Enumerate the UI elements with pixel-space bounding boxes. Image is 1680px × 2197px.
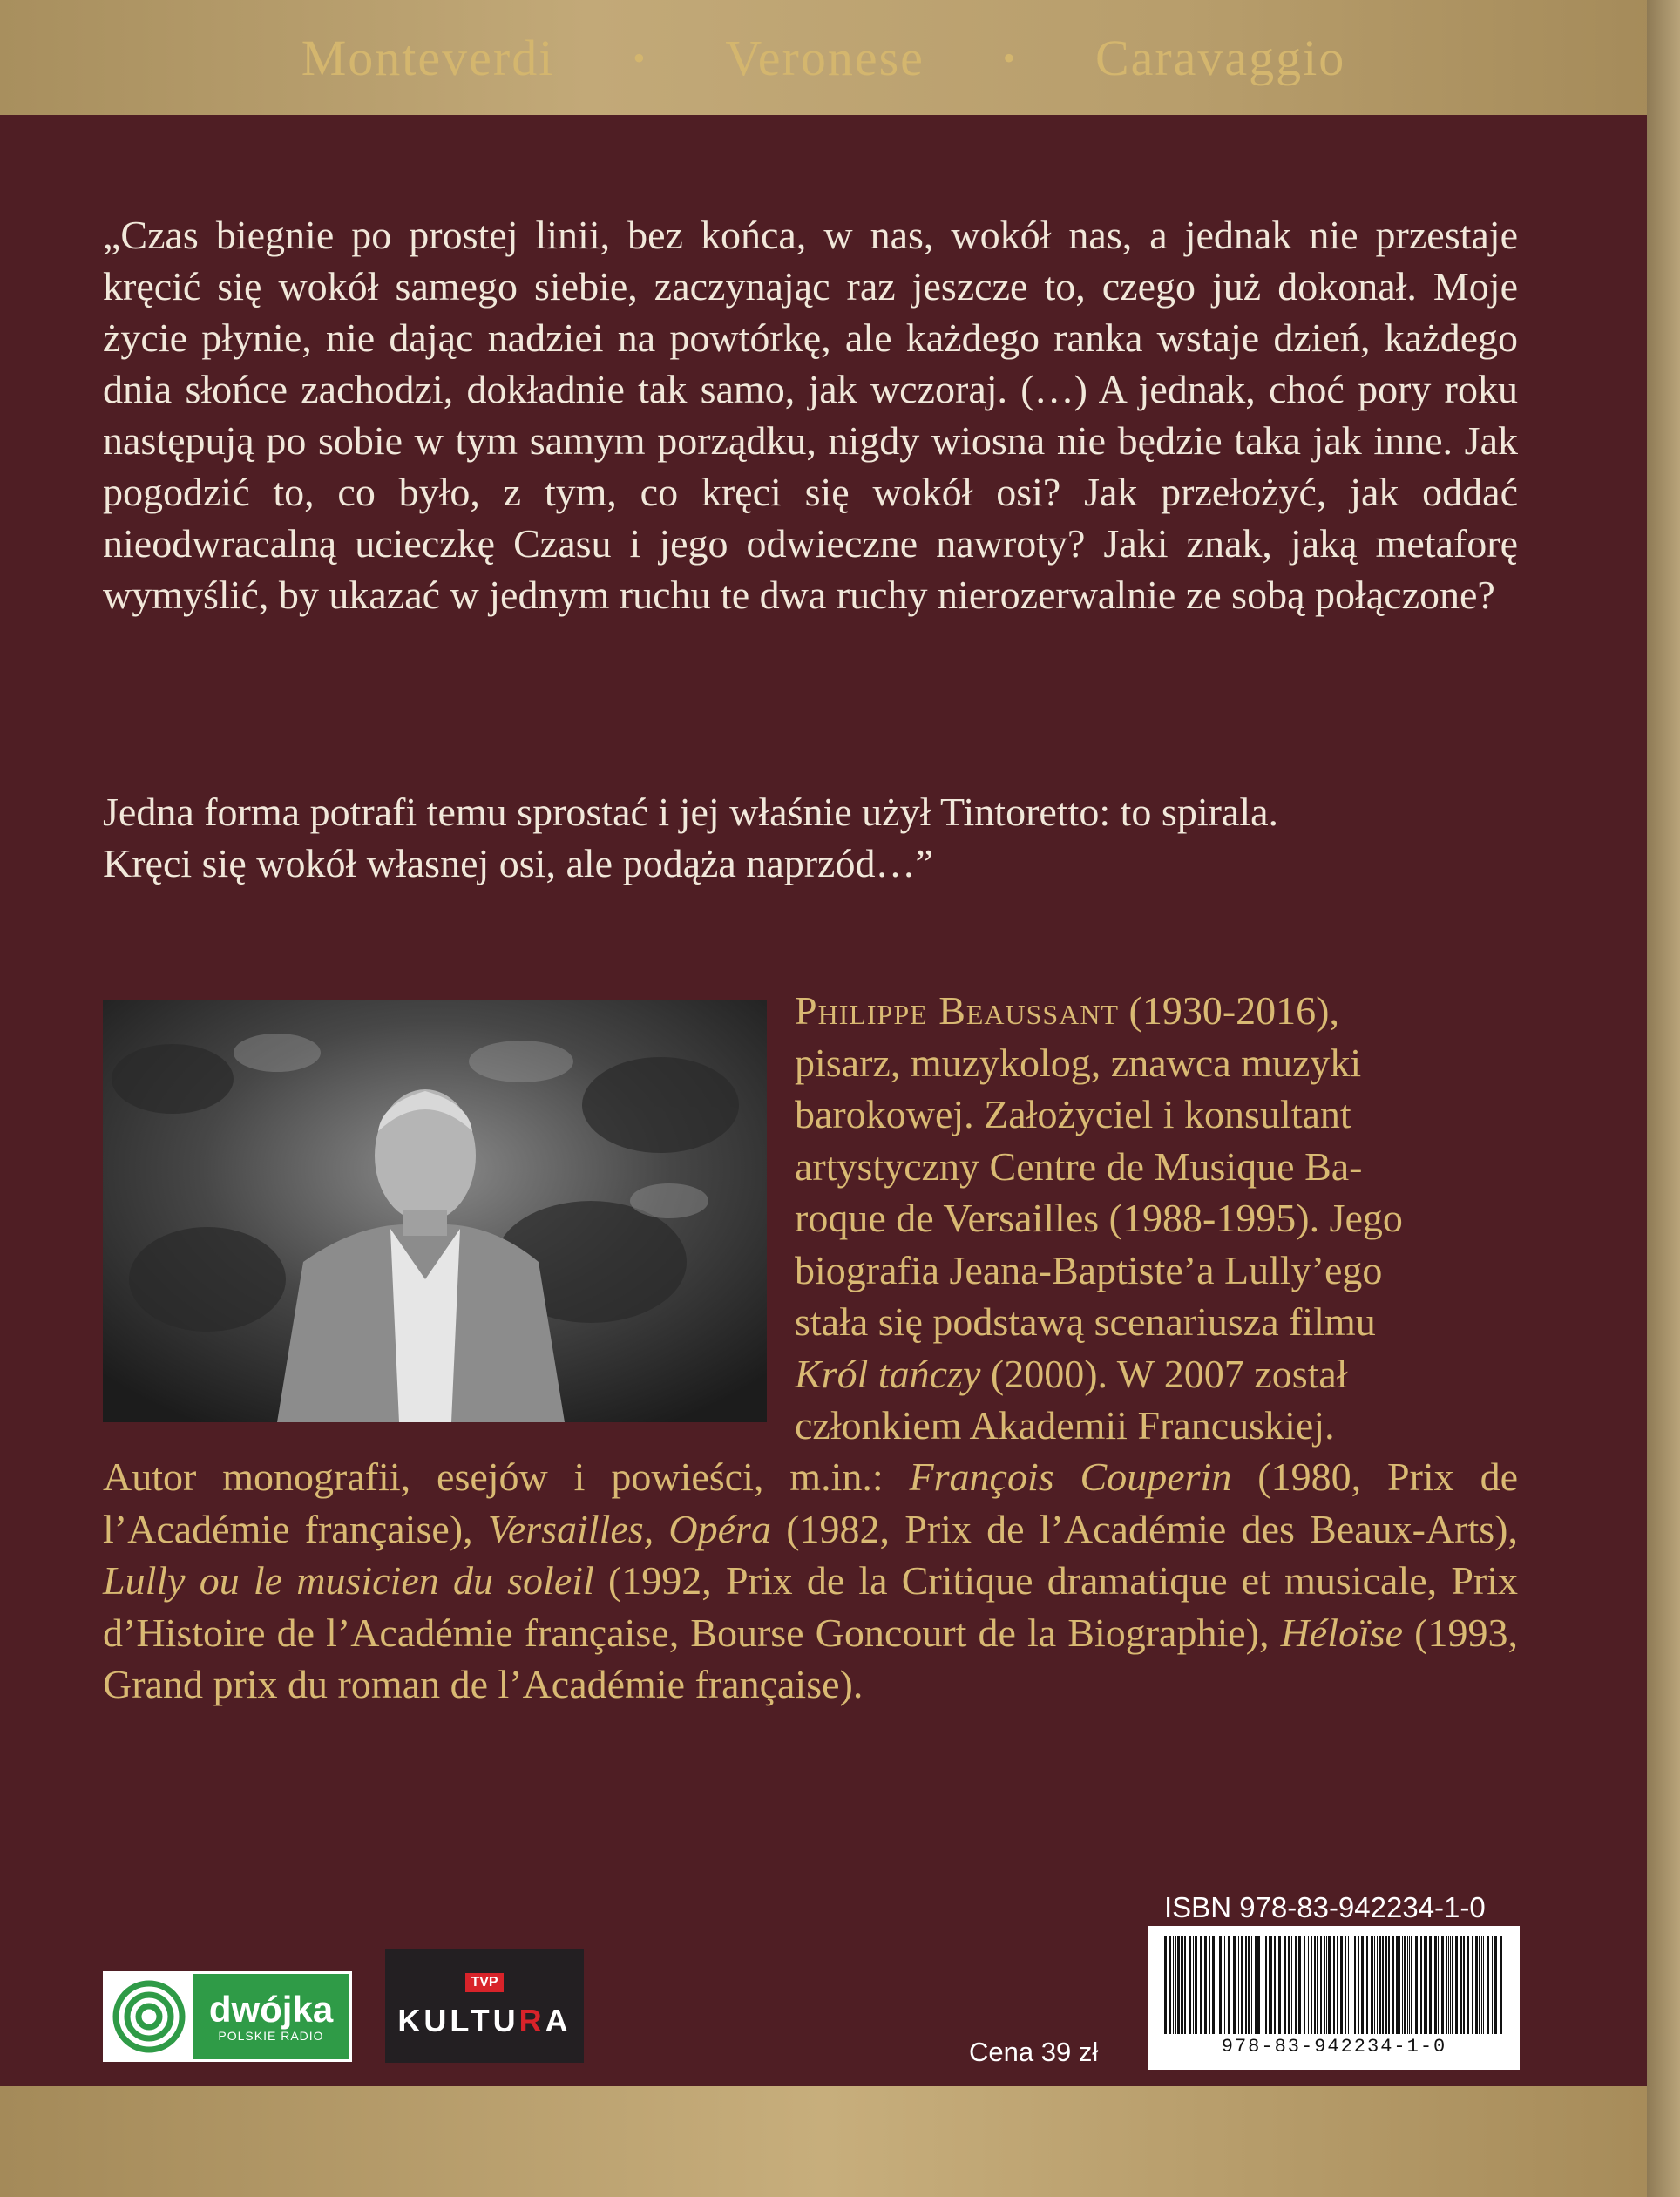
barcode-bar [1193, 1936, 1194, 2034]
barcode-bar [1463, 1936, 1465, 2034]
barcode-bar [1164, 1936, 1167, 2034]
author-name: Philippe Beaussant [795, 988, 1119, 1033]
barcode-bar [1181, 1936, 1183, 2034]
barcode-bar [1304, 1936, 1305, 2034]
barcode-bar [1274, 1936, 1276, 2034]
barcode-bar [1494, 1936, 1497, 2034]
composer-names [301, 29, 1346, 87]
isbn-label: ISBN 978-83-942234-1-0 [1164, 1891, 1486, 1923]
header-name-2: Veronese [725, 29, 925, 86]
author-photo [103, 1000, 767, 1422]
dwojka-logo [103, 1971, 352, 2062]
barcode-bar [1212, 1936, 1215, 2034]
barcode-bar [1371, 1936, 1373, 2034]
spine-edge [1647, 0, 1680, 2197]
barcode-bar [1467, 1936, 1469, 2034]
barcode-bar [1479, 1936, 1480, 2034]
barcode-bar [1429, 1936, 1432, 2034]
barcode-bar [1308, 1936, 1309, 2034]
tvp-kultura-logo [385, 1949, 584, 2063]
barcode-bar [1219, 1936, 1222, 2034]
isbn-barcode [1148, 1926, 1520, 2070]
tvp-badge: TVP [465, 1973, 503, 1992]
barcode-bar [1407, 1936, 1408, 2034]
barcode-bar [1399, 1936, 1400, 2034]
barcode-bar [1228, 1936, 1230, 2034]
barcode-bar [1348, 1936, 1349, 2034]
barcode-bar [1492, 1936, 1493, 2034]
barcode-bar [1238, 1936, 1239, 2034]
barcode-bar [1298, 1936, 1301, 2034]
film-title: Król tańczy [795, 1351, 981, 1396]
barcode-bar [1224, 1936, 1225, 2034]
barcode-bar [1189, 1936, 1191, 2034]
barcode-bar [1415, 1936, 1418, 2034]
header-name-1: Monteverdi [301, 29, 555, 86]
barcode-bar [1361, 1936, 1364, 2034]
bio-line: członkiem Akademii Francuskiej. [795, 1403, 1335, 1448]
barcode-bar [1269, 1936, 1270, 2034]
barcode-bar [1209, 1936, 1210, 2034]
work-title: Lully ou le musicien du soleil [103, 1558, 594, 1603]
bio-line: Król tańczy (2000). W 2007 został [795, 1351, 1348, 1396]
dwojka-subtitle: POLSKIE RADIO [218, 2029, 324, 2043]
barcode-bar [1420, 1936, 1422, 2034]
barcode-bar [1314, 1936, 1316, 2034]
barcode-bars [1161, 1936, 1507, 2034]
barcode-digits: 978-83-942234-1-0 [1221, 2036, 1447, 2058]
barcode-bar [1481, 1936, 1482, 2034]
footer-band [0, 2086, 1647, 2197]
barcode-bar [1487, 1936, 1489, 2034]
barcode-bar [1385, 1936, 1387, 2034]
barcode-bar [1278, 1936, 1281, 2034]
bio-line: roque de Versailles (1988-1995). Jego [795, 1196, 1403, 1240]
barcode-bar [1354, 1936, 1356, 2034]
barcode-bar [1409, 1936, 1410, 2034]
barcode-bar [1446, 1936, 1447, 2034]
separator-dot: • [633, 37, 647, 78]
barcode-bar [1402, 1936, 1403, 2034]
barcode-bar [1251, 1936, 1252, 2034]
barcode-bar [1326, 1936, 1327, 2034]
barcode-bar [1358, 1936, 1359, 2034]
barcode-bar [1345, 1936, 1346, 2034]
barcode-bar [1366, 1936, 1368, 2034]
barcode-bar [1455, 1936, 1458, 2034]
barcode-bar [1452, 1936, 1453, 2034]
barcode-bar [1404, 1936, 1406, 2034]
barcode-bar [1411, 1936, 1412, 2034]
barcode-bar [1472, 1936, 1473, 2034]
barcode-bar [1333, 1936, 1335, 2034]
barcode-bar [1245, 1936, 1247, 2034]
barcode-bar [1175, 1936, 1176, 2034]
author-bio-top [795, 985, 1518, 1452]
barcode-bar [1317, 1936, 1318, 2034]
bio-line: biografia Jeana-Baptiste’a Lully’ego [795, 1247, 1383, 1292]
barcode-bar [1483, 1936, 1484, 2034]
barcode-bar [1460, 1936, 1462, 2034]
barcode-bar [1450, 1936, 1451, 2034]
barcode-bar [1374, 1936, 1375, 2034]
barcode-bar [1270, 1936, 1272, 2034]
barcode-bar [1328, 1936, 1331, 2034]
barcode-bar [1200, 1936, 1202, 2034]
dwojka-name: dwójka [208, 1989, 334, 2030]
barcode-bar [1424, 1936, 1426, 2034]
barcode-bar [1257, 1936, 1260, 2034]
bio-line: barokowej. Założyciel i konsultant [795, 1092, 1351, 1136]
quote-line: Jedna forma potrafi temu sprostać i jej właśnie użył Tintoretto: to spirala. [103, 790, 1279, 834]
barcode-bar [1388, 1936, 1390, 2034]
barcode-bar [1241, 1936, 1243, 2034]
barcode-bar [1324, 1936, 1325, 2034]
barcode-bar [1177, 1936, 1180, 2034]
barcode-bar [1382, 1936, 1384, 2034]
barcode-bar [1169, 1936, 1171, 2034]
barcode-bar [1441, 1936, 1444, 2034]
barcode-bar [1255, 1936, 1257, 2034]
barcode-bar [1434, 1936, 1437, 2034]
barcode-bar [1379, 1936, 1381, 2034]
barcode-bar [1448, 1936, 1449, 2034]
barcode-bar [1265, 1936, 1267, 2034]
bio-line: pisarz, muzykolog, znawca muzyki [795, 1040, 1362, 1085]
bio-line: Philippe Beaussant (1930-2016), [795, 988, 1339, 1033]
bio-line: artystyczny Centre de Musique Ba- [795, 1143, 1363, 1189]
radio-waves-icon [105, 1974, 193, 2059]
barcode-bar [1284, 1936, 1286, 2034]
barcode-bar [1184, 1936, 1186, 2034]
barcode-bar [1475, 1936, 1478, 2034]
work-title: Héloïse [1280, 1610, 1404, 1655]
barcode-bar [1204, 1936, 1207, 2034]
barcode-bar [1438, 1936, 1439, 2034]
work-title: François Couperin [909, 1454, 1232, 1499]
barcode-bar [1426, 1936, 1427, 2034]
kultura-wordmark: KULTURA [397, 2003, 572, 2038]
barcode-bar [1340, 1936, 1343, 2034]
author-bio-bottom: Autor monografii, esejów i powieści, m.in.: François Couperin (1980, Prix de l’Académie française), Versailles, Opéra (1982, Prix de l’Académie des Beaux-Arts), Lully ou le musicien du soleil (1992, Prix de la Critique dramatique et musicale, Prix d’Histoire de l’Académie française, Bourse Goncourt de la Biographie), Héloïse (1993, Grand prix du roman de l’Académie française). [103, 1454, 1518, 1706]
quote-line: Kręci się wokół własnej osi, ale podąża naprzód…” [103, 841, 933, 885]
barcode-bar [1337, 1936, 1338, 2034]
barcode-bar [1248, 1936, 1250, 2034]
barcode-bar [1377, 1936, 1378, 2034]
barcode-bar [1311, 1936, 1312, 2034]
quote-paragraph-2 [103, 786, 1518, 889]
barcode-bar [1291, 1936, 1292, 2034]
separator-dot: • [1002, 37, 1017, 78]
header-band [0, 0, 1647, 115]
barcode-bar [1288, 1936, 1290, 2034]
quote-paragraph-1: „Czas biegnie po prostej linii, bez końca, w nas, wokół nas, a jednak nie przestaje kręcić się wokół samego siebie, zaczynając raz jeszcze to, czego już dokonał. Moje życie płynie, nie dając nadziei na powtórkę, ale każdego ranka wstaje dzień, każdego dnia słońce zachodzi, dokładnie tak samo, jak wczoraj. (…) A jednak, choć pory roku następują po sobie w tym samym porządku, nigdy wiosna nie będzie taka jak inne. Jak pogodzić to, co było, z tym, co kręci się wokół osi? Jak przełożyć, jak oddać nieodwracalną ucieczkę Czasu i jego odwieczne nawroty? Jaki znak, jaką metaforę wymyślić, by ukazać w jednym ruchu te dwa ruchy nierozerwalnie ze sobą połączone? [103, 213, 1518, 617]
barcode-bar [1392, 1936, 1394, 2034]
barcode-bar [1173, 1936, 1174, 2034]
price-label: Cena 39 zł [969, 2037, 1099, 2067]
barcode-bar [1295, 1936, 1297, 2034]
barcode-bar [1500, 1936, 1502, 2034]
barcode-bar [1320, 1936, 1322, 2034]
barcode-bar [1233, 1936, 1236, 2034]
bio-line: stała się podstawą scenariusza filmu [795, 1299, 1376, 1344]
header-name-3: Caravaggio [1094, 29, 1346, 86]
author-photo-image [103, 1000, 767, 1422]
work-title: Versailles, Opéra [487, 1506, 771, 1551]
barcode-bar [1396, 1936, 1399, 2034]
barcode-bar [1195, 1936, 1197, 2034]
